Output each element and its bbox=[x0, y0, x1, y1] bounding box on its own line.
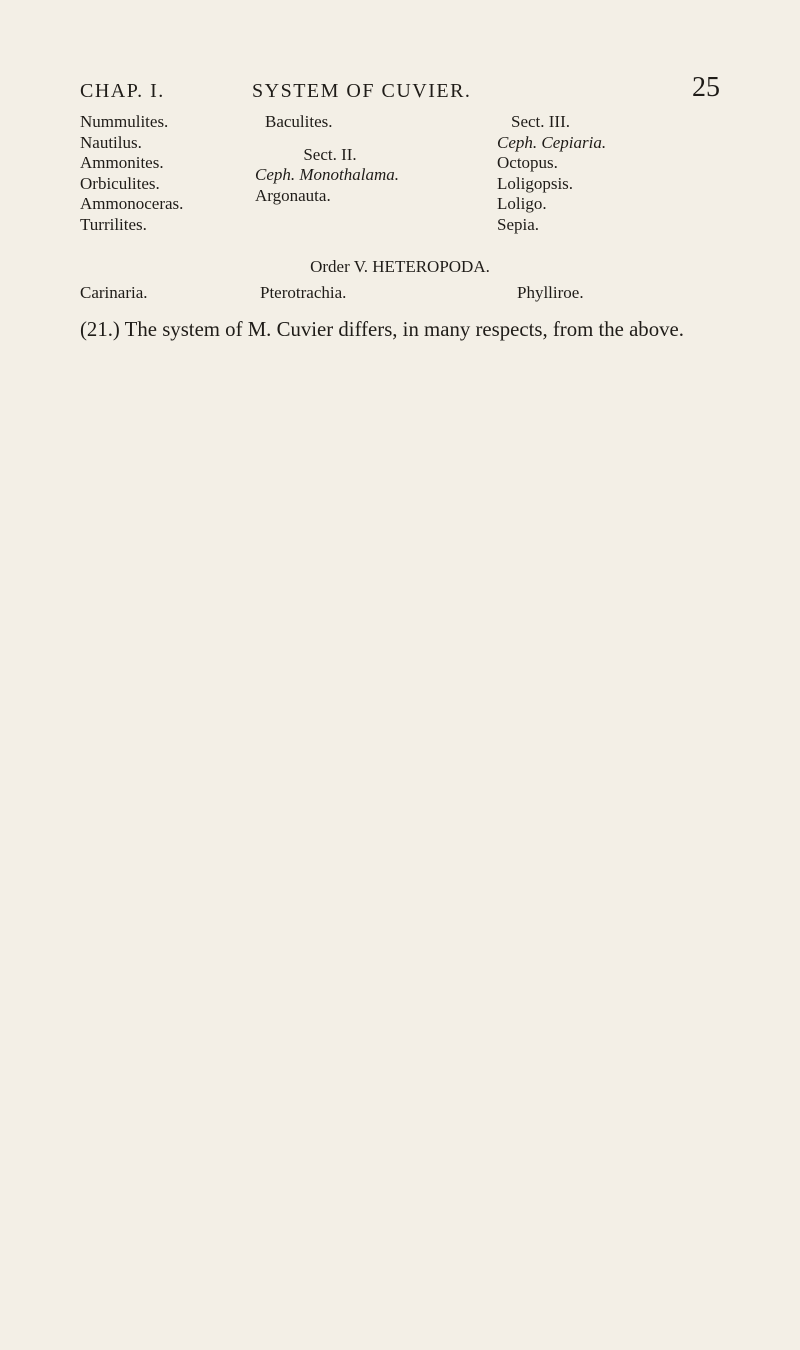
page-number: 25 bbox=[692, 72, 720, 103]
section-heading: Sect. III. bbox=[511, 112, 571, 131]
section-subtitle: Ceph. Cepiaria. bbox=[497, 132, 607, 152]
list-item: Orbiculites. bbox=[80, 173, 160, 193]
list-item: Loligo. bbox=[497, 194, 547, 213]
classification-table bbox=[80, 112, 720, 312]
list-item: Nautilus. bbox=[80, 132, 142, 152]
table-column-1 bbox=[80, 112, 260, 235]
list-item: Loligopsis. bbox=[497, 173, 574, 193]
table-column-2 bbox=[255, 112, 475, 206]
list-item: Phylliroe. bbox=[517, 283, 584, 302]
list-item: Pterotrachia. bbox=[260, 283, 347, 302]
body-text bbox=[80, 316, 720, 345]
list-item: Ammonoceras. bbox=[80, 194, 184, 213]
list-item: Baculites. bbox=[265, 112, 333, 131]
list-item: Nummulites. bbox=[80, 112, 169, 131]
running-title: SYSTEM OF CUVIER. bbox=[252, 80, 472, 102]
list-item: Ammonites. bbox=[80, 153, 164, 172]
list-item: Carinaria. bbox=[80, 283, 148, 302]
order-heading: Order V. HETEROPODA. bbox=[310, 257, 490, 276]
section-heading: Sect. II. bbox=[303, 144, 357, 164]
list-item: Argonauta. bbox=[255, 185, 331, 205]
running-header bbox=[80, 72, 720, 112]
chapter-label: CHAP. I. bbox=[80, 80, 165, 102]
paragraph: (21.) The system of M. Cuvier differs, in many respects, from the above. bbox=[80, 318, 684, 341]
list-item: Turrilites. bbox=[80, 214, 147, 234]
table-column-3 bbox=[497, 112, 727, 235]
section-subtitle: Ceph. Monothalama. bbox=[255, 165, 400, 184]
list-item: Octopus. bbox=[497, 153, 558, 172]
list-item: Sepia. bbox=[497, 214, 540, 234]
